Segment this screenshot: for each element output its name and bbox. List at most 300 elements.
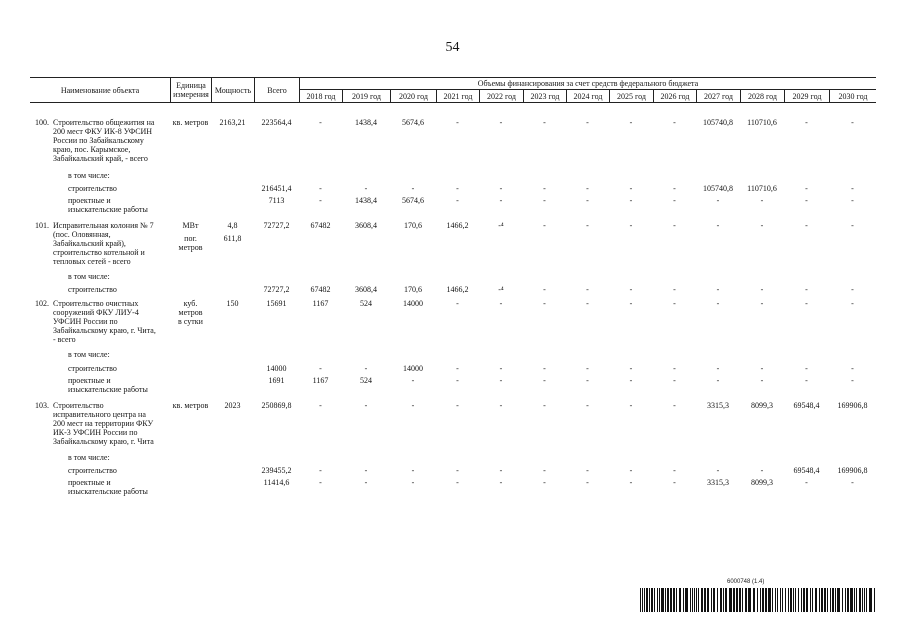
column-header-total [254,78,299,102]
year-value: - [760,364,764,373]
object-name-cell [52,401,170,446]
year-value-cell [696,478,740,496]
year-header: 2020 год [390,90,436,102]
year-value: - [805,221,808,230]
year-value-cell [740,221,784,266]
year-value: - [629,376,633,385]
year-value-cell [784,221,829,266]
year-value-cell [653,171,696,180]
year-value: 14000 [403,299,423,308]
total-cell [254,272,299,281]
year-value: 1466,2 [446,285,469,294]
capacity-cell [211,171,254,180]
page-number: 54 [445,40,460,55]
year-value-cell [436,171,479,180]
unit-cell [170,196,211,214]
row-number-cell [30,171,52,180]
total-value: 223564,4 [261,118,292,127]
year-value: - [543,364,546,373]
year-value: 524 [360,299,372,308]
year-value-cell [609,376,653,394]
year-value-cell [299,285,342,294]
year-value-cell [390,350,436,359]
year-value: - [543,184,546,193]
row-number-cell [30,221,52,266]
year-value: - [319,466,322,475]
year-value: 69548,4 [793,401,820,410]
object-name-line: УФСИН России по [53,317,118,326]
year-header: 2027 год [696,90,740,102]
including-caption-row [30,350,876,359]
total-cell [254,401,299,446]
year-value: - [411,478,415,487]
total-cell [254,364,299,373]
year-value-cell [740,453,784,462]
capacity-cell [211,299,254,344]
unit-line: кв. метров [172,401,209,410]
year-value-cell [784,453,829,462]
year-value-cell [390,285,436,294]
total-cell [254,478,299,496]
year-value-cell [390,196,436,214]
year-value-cell [784,478,829,496]
year-value-cell [653,272,696,281]
year-value-cell [342,376,390,394]
table-header [30,77,876,103]
unit-cell [170,350,211,359]
year-value: 1438,4 [355,118,377,127]
year-value: 110710,6 [747,118,777,127]
year-value: 110710,6 [747,184,777,193]
row-number-cell [30,196,52,214]
year-value: - [364,466,368,475]
object-name-cell [52,364,170,373]
year-value: - [411,184,415,193]
year-value: - [319,364,322,373]
year-value: 169906,8 [837,466,868,475]
row-label-line: строительство [68,184,117,193]
year-value-cell [740,299,784,344]
year-value-cell [523,350,566,359]
column-header-capacity-text: Мощность [214,85,252,95]
year-header: 2025 год [609,90,653,102]
total-cell [254,299,299,344]
year-header: 2028 год [740,90,784,102]
year-value: - [499,196,503,205]
year-value-cell [829,272,876,281]
year-value-cell [784,376,829,394]
year-value: - [499,364,503,373]
year-value-cell [436,221,479,266]
year-value: - [456,118,459,127]
year-value-cell [479,466,523,475]
year-value-cell [342,466,390,475]
year-value: - [805,478,808,487]
total-value: 216451,4 [261,184,292,193]
year-value-cell [740,184,784,193]
year-value-cell [829,196,876,214]
year-value-cell [436,478,479,496]
object-name-line: - всего [53,335,76,344]
year-value-cell [436,285,479,294]
year-value-cell [479,478,523,496]
unit-line: в сутки [178,317,203,326]
row-number: 102. [35,299,49,308]
year-value: - [673,478,676,487]
capacity-cell [211,453,254,462]
capacity-line: 2163,21 [219,118,246,127]
year-value: - [673,196,676,205]
year-value-cell [436,196,479,214]
unit-line: метров [178,243,203,252]
year-value-cell [479,364,523,373]
year-value: -⁴ [498,285,504,294]
object-name-cell [52,118,170,163]
year-value-cell [653,376,696,394]
capacity-cell [211,285,254,294]
year-value: -⁴ [498,221,504,230]
year-value: - [364,401,368,410]
year-value: - [629,364,633,373]
year-value: - [456,364,459,373]
object-name-cell [52,466,170,475]
year-value-cell [784,466,829,475]
year-value-cell [829,478,876,496]
year-value-cell [390,171,436,180]
year-value-cell [696,453,740,462]
year-value-cell [829,171,876,180]
year-value: - [499,184,503,193]
object-row [30,221,876,266]
total-value: 11414,6 [263,478,290,487]
total-cell [254,466,299,475]
year-header: 2023 год [523,90,566,102]
year-value-cell [696,221,740,266]
year-value: - [760,196,764,205]
total-cell [254,184,299,193]
year-value-cell [653,350,696,359]
year-value-cell [299,184,342,193]
year-value-cell [523,478,566,496]
year-value-cell [390,376,436,394]
year-value-cell [653,196,696,214]
object-name-line: 200 мест ФКУ ИК-8 УФСИН [53,127,153,136]
year-header: 2022 год [479,90,523,102]
capacity-line: 2023 [224,401,241,410]
row-number: 100. [35,118,49,127]
year-value-cell [740,401,784,446]
year-value-cell [566,272,609,281]
year-value-cell [299,272,342,281]
year-value-cell [342,272,390,281]
object-name-line: Забайкальскому краю, г. Чита [53,437,154,446]
year-value: - [499,376,503,385]
year-value-cell [523,196,566,214]
year-value-cell [829,285,876,294]
year-value-cell [609,272,653,281]
year-value: - [716,364,720,373]
capacity-cell [211,401,254,446]
row-number-cell [30,401,52,446]
year-value-cell [479,350,523,359]
total-cell [254,221,299,266]
total-cell [254,118,299,163]
object-name-cell [52,453,170,462]
year-value: 8099,3 [751,478,773,487]
total-cell [254,376,299,394]
year-value: - [760,466,764,475]
year-value: - [411,401,415,410]
row-label-line: строительство [68,466,117,475]
year-value-cell [784,272,829,281]
capacity-cell [211,376,254,394]
year-value: - [456,401,459,410]
year-value-cell [299,299,342,344]
year-value: - [629,221,633,230]
object-name-line: Забайкальскому краю, г. Чита, [53,326,156,335]
year-value-cell [784,196,829,214]
year-value-cell [390,453,436,462]
year-value-cell [740,196,784,214]
year-value-cell [609,221,653,266]
year-value: - [673,221,676,230]
object-name-line: строительство котельной и [53,248,145,257]
year-value-cell [342,401,390,446]
capacity-line: 150 [226,299,239,308]
year-value-cell [653,453,696,462]
column-header-unit-line: измерения [173,90,209,99]
year-value-cell [653,221,696,266]
year-value-cell [479,453,523,462]
year-value-cell [523,466,566,475]
year-value-cell [829,221,876,266]
year-value: - [456,466,459,475]
object-name-cell [52,272,170,281]
row-number-cell [30,299,52,344]
year-value: - [586,401,589,410]
row-number-cell [30,272,52,281]
row-label-line: строительство [68,364,117,373]
column-header-unit-line: Единица [176,81,206,90]
year-header: 2019 год [342,90,390,102]
row-label-line: в том числе: [68,171,110,180]
year-value-cell [479,184,523,193]
year-value-cell [566,118,609,163]
year-header: 2026 год [653,90,696,102]
year-value: 67482 [310,285,331,294]
year-value: - [543,478,546,487]
row-number: 103. [35,401,49,410]
year-value: 67482 [310,221,331,230]
year-value: 170,6 [404,221,422,230]
year-value-cell [696,272,740,281]
work-type-row [30,184,876,193]
year-value-cell [299,401,342,446]
barcode-caption: 6000748 (1.4) [727,579,765,585]
year-value: - [499,466,503,475]
year-value-cell [829,401,876,446]
year-value-cell [740,478,784,496]
year-value-cell [829,350,876,359]
object-name-cell [52,221,170,266]
year-value-cell [653,118,696,163]
year-value: 1167 [312,299,329,308]
year-value: - [673,376,676,385]
object-name-line: Забайкальский край, - всего [53,154,148,163]
year-value: - [586,118,589,127]
year-value: 524 [360,376,372,385]
year-value-cell [436,401,479,446]
year-value-cell [609,299,653,344]
capacity-cell [211,364,254,373]
year-value: - [805,376,808,385]
year-value: - [456,376,459,385]
year-value: - [499,118,503,127]
object-name-cell [52,285,170,294]
year-value: - [760,376,764,385]
unit-line: пог. [184,234,197,243]
year-value: 5674,6 [402,118,424,127]
year-value-cell [523,184,566,193]
year-value: - [629,478,633,487]
row-number-cell [30,478,52,496]
year-value: 1167 [312,376,329,385]
year-value-cell [740,364,784,373]
year-value-cell [696,184,740,193]
year-value-cell [696,299,740,344]
object-row [30,118,876,163]
year-value-cell [740,272,784,281]
year-value: - [629,118,633,127]
capacity-cell [211,196,254,214]
year-value: - [673,299,676,308]
work-type-row [30,196,876,214]
year-value-cell [784,401,829,446]
year-value-cell [479,118,523,163]
total-value: 7113 [268,196,285,205]
column-header-object-name [30,78,170,102]
year-value-cell [390,184,436,193]
unit-cell [170,118,211,163]
year-value-cell [566,196,609,214]
object-name-line: исправительного центра на [53,410,146,419]
row-number: 101. [35,221,49,230]
object-name-line: ИК-3 УФСИН России по [53,428,138,437]
row-label-line: проектные и [68,196,111,205]
year-value: 3315,3 [707,478,729,487]
year-value-cell [609,466,653,475]
row-number-cell [30,453,52,462]
year-value: - [586,364,589,373]
year-value-cell [653,466,696,475]
row-label-line: изыскательские работы [68,487,148,496]
year-value: - [851,221,854,230]
including-caption-row [30,453,876,462]
row-label-line: проектные и [68,376,111,385]
column-header-object-name-text: Наименование объекта [60,85,140,95]
year-value: - [851,184,854,193]
year-value-cell [523,118,566,163]
row-number-cell [30,364,52,373]
year-value-cell [653,285,696,294]
unit-cell [170,453,211,462]
capacity-line: 611,8 [223,234,242,243]
year-value-cell [299,376,342,394]
capacity-cell [211,118,254,163]
year-value-cell [390,221,436,266]
year-value-cell [436,184,479,193]
object-name-line: Строительство очистных [53,299,139,308]
unit-line: МВт [182,221,199,230]
object-name-line: России по Забайкальскому [53,136,144,145]
year-value: - [805,285,808,294]
year-value: - [851,285,854,294]
year-value-cell [523,272,566,281]
year-value-cell [609,350,653,359]
year-value-cell [566,171,609,180]
year-value: - [629,184,633,193]
year-value-cell [696,376,740,394]
year-value: - [319,184,322,193]
year-value: - [673,466,676,475]
row-label-line: в том числе: [68,453,110,462]
year-value: - [499,401,503,410]
year-value: - [629,466,633,475]
year-value-cell [609,196,653,214]
work-type-row [30,285,876,294]
year-value-cell [696,196,740,214]
year-value: - [716,285,720,294]
year-value: - [851,118,854,127]
year-value: - [586,285,589,294]
object-name-line: Забайкальский край), [53,239,126,248]
capacity-cell [211,184,254,193]
year-value-cell [829,118,876,163]
year-value-cell [390,118,436,163]
unit-cell [170,285,211,294]
year-value: - [319,478,322,487]
year-value: - [629,196,633,205]
object-name-cell [52,184,170,193]
year-value: - [411,376,415,385]
year-value-cell [523,299,566,344]
year-value-cell [609,171,653,180]
year-value: - [456,184,459,193]
total-value: 72727,2 [263,285,290,294]
year-value-cell [740,466,784,475]
object-name-line: (пос. Оловянная, [53,230,111,239]
year-value-cell [784,364,829,373]
year-value-cell [696,401,740,446]
capacity-cell [211,466,254,475]
year-value-cell [299,478,342,496]
work-type-row [30,376,876,394]
year-value-cell [390,364,436,373]
object-name-line: Строительство общежития на [53,118,155,127]
year-value: - [586,478,589,487]
object-name-cell [52,376,170,394]
year-value: - [364,184,368,193]
work-type-row [30,478,876,496]
including-caption-row [30,171,876,180]
year-value-cell [436,376,479,394]
year-value-cell [566,466,609,475]
year-value: - [851,299,854,308]
year-value-cell [653,478,696,496]
year-value-cell [609,184,653,193]
year-value: - [364,478,368,487]
year-value-cell [566,285,609,294]
